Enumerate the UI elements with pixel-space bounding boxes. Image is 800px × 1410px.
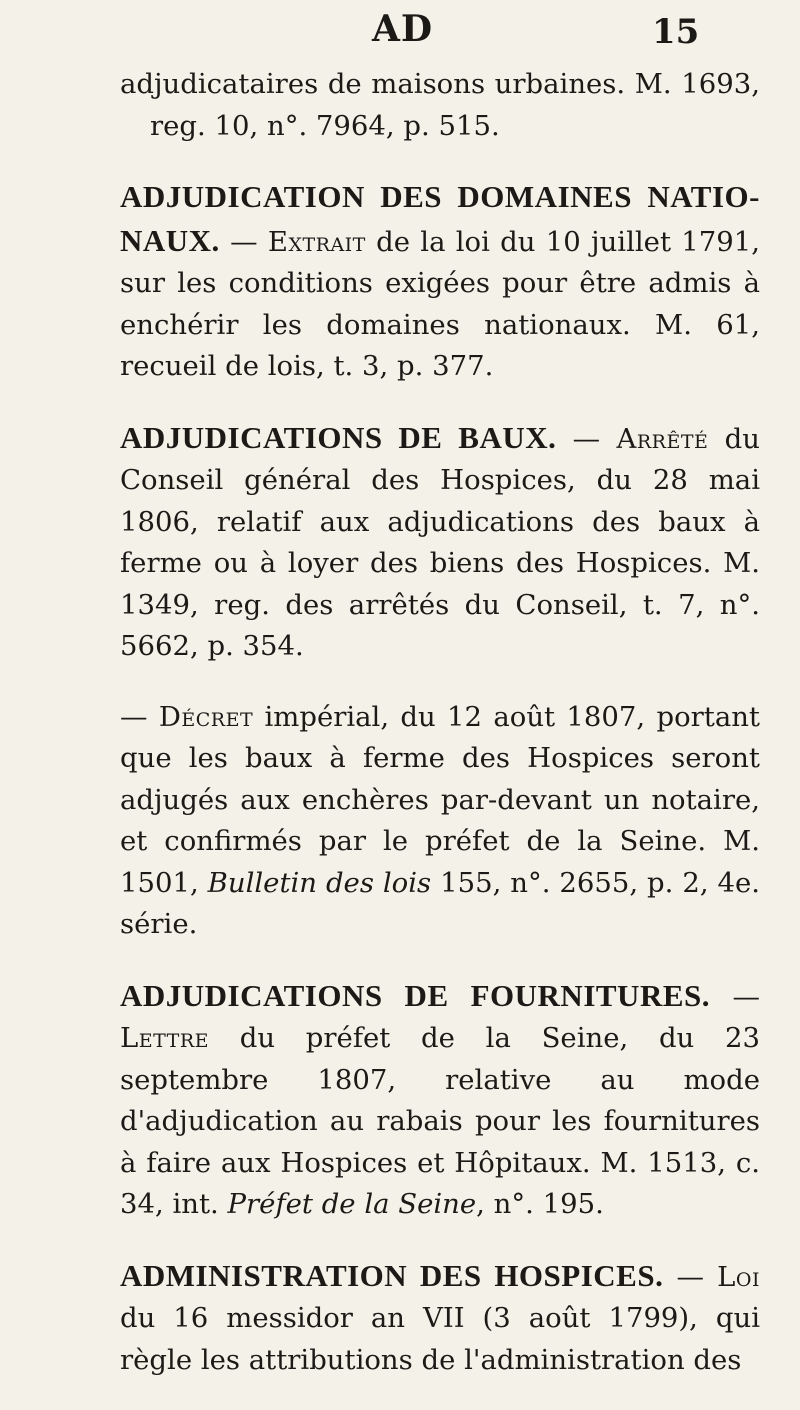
entry-doc-type: Décret	[158, 700, 254, 733]
page-number: 15	[652, 12, 700, 52]
entry-dash: —	[710, 980, 760, 1013]
page-header	[0, 8, 800, 58]
entry-continuation	[120, 64, 760, 147]
entry-headword: ADMINISTRATION DES HOSPICES.	[120, 1257, 664, 1293]
entry-doc-type: Arrêté	[616, 422, 709, 455]
entry-doc-type: Extrait	[267, 225, 366, 258]
entry-adjudications-de-baux	[120, 417, 760, 668]
entry-adjudications-de-fournitures	[120, 975, 760, 1226]
entry-text: impérial, du 12 août 1807, portant que les baux à ferme des Hospices seront adjugés aux enchères par-devant un notaire, et confirmés par le préfet de la Seine. M. 1501,	[120, 700, 760, 899]
entry-dash: —	[120, 700, 159, 733]
entry-decret-imperial	[120, 697, 760, 946]
entry-doc-type: Lettre	[120, 1022, 210, 1054]
entry-administration-des-hospices	[120, 1255, 760, 1382]
entry-headword: ADJUDICATIONS DE FOURNITURES.	[120, 977, 711, 1013]
entry-text: de la loi du 10 juillet 1791, sur les conditions exigées pour être admis à enchérir les domaines nationaux. M. 61, recueil de lois, t. 3, p. 377.	[120, 225, 761, 382]
entry-text: adjudicataires de maisons urbaines. M. 1693, reg. 10, n°. 7964, p. 515.	[120, 68, 760, 142]
entry-adjudication-domaines-nationaux	[120, 176, 760, 388]
entry-text: du Conseil général des Hospices, du 28 mai 1806, relatif aux adjudications des baux à ferme ou à loyer des biens des Hospices. M. 1349, reg. des arrêtés du Conseil, t. 7, n°. 5662, p. 354.	[120, 422, 760, 662]
entry-headword: ADJUDICATION DES DOMAINES NATIO-NAUX.	[120, 179, 760, 258]
entry-italic-ref: Préfet de la Seine	[227, 1188, 477, 1220]
entry-dash: —	[556, 422, 617, 455]
entry-text: du préfet de la Seine, du 23 septembre 1807, relative au mode d'adjudication au rabais pour les fournitures à faire aux Hospices et Hôpitaux. M. 1513, c. 34, int.	[120, 1022, 760, 1220]
entry-text: du 16 messidor an VII (3 août 1799), qui règle les attributions de l'administration des	[120, 1302, 760, 1376]
running-head: AD	[372, 8, 434, 50]
entry-doc-type: Loi	[717, 1260, 760, 1293]
entry-headword: ADJUDICATIONS DE BAUX.	[120, 419, 557, 455]
entry-italic-ref: Bulletin des lois	[207, 866, 432, 899]
entry-text-after: , n°. 195.	[476, 1188, 604, 1220]
entry-text-after: 155, n°. 2655, p. 2, 4e. série.	[120, 866, 761, 940]
page-body	[120, 64, 760, 1410]
entry-dash: —	[219, 225, 268, 258]
entry-dash: —	[663, 1260, 718, 1293]
